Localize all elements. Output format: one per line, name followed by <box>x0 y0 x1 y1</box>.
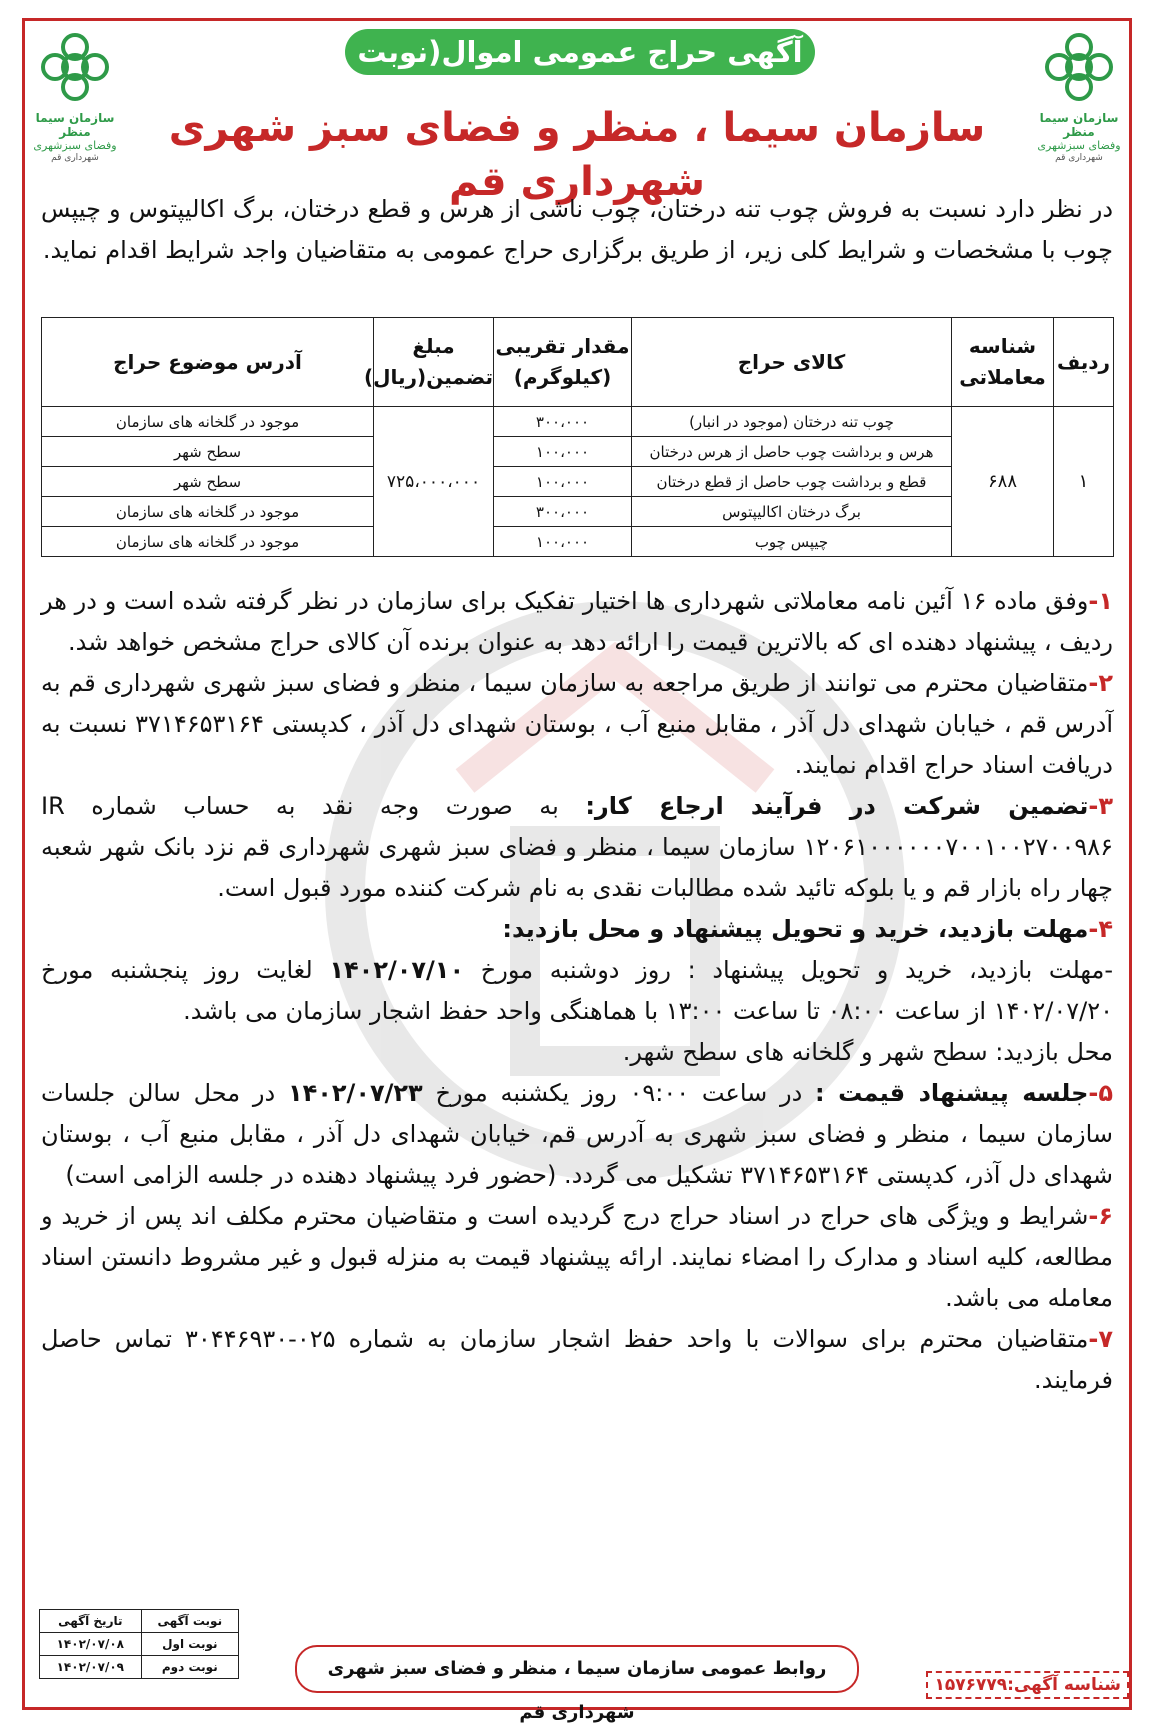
auction-items-table <box>41 317 1114 557</box>
flower-logo-icon <box>35 27 115 107</box>
table-row <box>40 1633 239 1656</box>
header-row-number: ردیف <box>1054 318 1114 407</box>
public-relations-footer: روابط عمومی سازمان سیما ، منظر و فضای سبز شهری شهرداری قم <box>295 1645 859 1693</box>
clause-7 <box>41 1319 1113 1401</box>
notice-frame <box>22 18 1132 1723</box>
clause-text: به صورت وجه نقد به حساب شماره IR ۱۲۰۶۱۰۰۰۰۰۰۷۰۰۱۰۰۲۷۰۰۹۸۶ سازمان سیما ، منظر و فضای سبز شهری شهرداری قم نزد بانک شهر شعبه چهار راه بازار قم و یا بلوکه تائید شده مطالبات نقدی به نام شرکت کننده مورد قبول است. <box>41 792 1113 902</box>
logo-text-2: وفضای سبزشهری <box>33 139 117 152</box>
header-date: تاریخ آگهی <box>40 1610 142 1633</box>
clause-4 <box>41 909 1113 950</box>
clause-number: ۵- <box>1088 1079 1113 1107</box>
header-address: آدرس موضوع حراج <box>42 318 374 407</box>
clause-5 <box>41 1073 1113 1196</box>
item-cell: هرس و برداشت چوب حاصل از هرس درختان <box>632 437 952 467</box>
item-cell: چوب تنه درختان (موجود در انبار) <box>632 407 952 437</box>
round-cell: نوبت اول <box>141 1633 238 1656</box>
quantity-cell: ۳۰۰،۰۰۰ <box>494 407 632 437</box>
logo-text-1: سازمان سیما منظر <box>1039 111 1119 139</box>
item-cell: قطع و برداشت چوب حاصل از قطع درختان <box>632 467 952 497</box>
address-cell: موجود در گلخانه های سازمان <box>42 497 374 527</box>
logo-text-1: سازمان سیما منظر <box>35 111 115 139</box>
clause-text: در ساعت ۰۹:۰۰ روز یکشنبه مورخ <box>435 1079 803 1107</box>
transaction-id-cell: ۶۸۸ <box>952 407 1054 557</box>
header-quantity: مقدار تقریبی (کیلوگرم) <box>494 318 632 407</box>
logo-text-3: شهرداری قم <box>51 153 99 163</box>
logo-text-3: شهرداری قم <box>1055 153 1103 163</box>
clause-2 <box>41 663 1113 786</box>
ad-identifier <box>926 1671 1129 1699</box>
clause-text: در محل سالن جلسات سازمان سیما ، منظر و فضای سبز شهری به آدرس قم، خیابان شهدای دل آذر ، مقابل منبع آب ، بوستان شهدای دل آذر، کدپستی ۳۷۱۴۶۵۳۱۶۴ تشکیل می گردد. (حضور فرد پیشنهاد دهنده در جلسه الزامی است) <box>41 1079 1113 1189</box>
table-row <box>42 407 1114 437</box>
header-transaction-id: شناسه معاملاتی <box>952 318 1054 407</box>
guarantee-cell: ۷۲۵،۰۰۰،۰۰۰ <box>374 407 494 557</box>
row-number-cell: ۱ <box>1054 407 1114 557</box>
deadline-date: ۱۴۰۲/۰۷/۱۰ <box>329 956 465 984</box>
item-cell: برگ درختان اکالیپتوس <box>632 497 952 527</box>
table-row <box>40 1610 239 1633</box>
clauses-body <box>41 581 1113 1401</box>
clause-number: ۴- <box>1088 915 1113 943</box>
clause-number: ۶- <box>1088 1202 1113 1230</box>
table-row <box>40 1656 239 1679</box>
intro-paragraph: در نظر دارد نسبت به فروش چوب تنه درختان، چوب ناشی از هرس و قطع درختان، برگ اکالیپتوس و چیپس چوب با مشخصات و شرایط کلی زیر، از طریق برگزاری حراج عمومی به متقاضیان واجد شرایط اقدام نماید. <box>41 195 1113 264</box>
quantity-cell: ۳۰۰،۰۰۰ <box>494 497 632 527</box>
address-cell: موجود در گلخانه های سازمان <box>42 407 374 437</box>
address-cell: سطح شهر <box>42 437 374 467</box>
clause-6 <box>41 1196 1113 1319</box>
clause-heading: تضمین شرکت در فرآیند ارجاع کار: <box>585 792 1089 820</box>
notice-banner: آگهی حراج عمومی اموال(نوبت اول) <box>345 29 815 75</box>
clause-4-place: محل بازدید: سطح شهر و گلخانه های سطح شهر. <box>622 1038 1113 1066</box>
publication-dates-table <box>39 1609 239 1679</box>
org-title: سازمان سیما ، منظر و فضای سبز شهری شهرداری قم <box>168 105 986 205</box>
quantity-cell: ۱۰۰،۰۰۰ <box>494 467 632 497</box>
ad-id-value: ۱۵۷۶۷۷۹ <box>934 1675 1008 1695</box>
clause-number: ۲- <box>1088 669 1113 697</box>
date-cell: ۱۴۰۲/۰۷/۰۹ <box>40 1656 142 1679</box>
clause-1 <box>41 581 1113 663</box>
item-cell: چیپس چوب <box>632 527 952 557</box>
address-cell: موجود در گلخانه های سازمان <box>42 527 374 557</box>
clause-text: لغایت روز پنجشنبه مورخ ۱۴۰۲/۰۷/۲۰ از ساعت ۰۸:۰۰ تا ساعت ۱۳:۰۰ با هماهنگی واحد حفظ اشجار سازمان می باشد. <box>41 956 1113 1025</box>
round-cell: نوبت دوم <box>141 1656 238 1679</box>
logo-text-2: وفضای سبزشهری <box>1037 139 1121 152</box>
flower-logo-icon <box>1039 27 1119 107</box>
header-guarantee: مبلغ تضمین(ریال) <box>374 318 494 407</box>
clause-text: متقاضیان محترم می توانند از طریق مراجعه به سازمان سیما ، منظر و فضای سبز شهری شهرداری قم به آدرس قم ، خیابان شهدای دل آذر ، مقابل منبع آب ، بوستان شهدای دل آذر ، کدپستی ۳۷۱۴۶۵۳۱۶۴ نسبت به دریافت اسناد حراج اقدام نمایند. <box>41 669 1113 779</box>
ad-id-label: شناسه آگهی: <box>1007 1675 1121 1695</box>
clause-number: ۳- <box>1088 792 1114 820</box>
clause-text: وفق ماده ۱۶ آئین نامه معاملاتی شهرداری ها اختیار تفکیک برای سازمان در نظر گرفته شده است و در هر ردیف ، پیشنهاد دهنده ای که بالاترین قیمت را ارائه دهد به عنوان برنده آن کالای حراج مشخص خواهد شد. <box>41 587 1113 656</box>
clause-heading: مهلت بازدید، خرید و تحویل پیشنهاد و محل بازدید: <box>502 915 1089 943</box>
clause-text: -مهلت بازدید، خرید و تحویل پیشنهاد : روز دوشنبه مورخ <box>480 956 1113 984</box>
clause-text: متقاضیان محترم برای سوالات با واحد حفظ اشجار سازمان به شماره ۰۲۵-۳۰۴۴۶۹۳۰ تماس حاصل فرمایند. <box>41 1325 1113 1394</box>
clause-heading: جلسه پیشنهاد قیمت : <box>815 1079 1089 1107</box>
table-header-row <box>42 318 1114 407</box>
session-date: ۱۴۰۲/۰۷/۲۳ <box>287 1079 423 1107</box>
header-item: کالای حراج <box>632 318 952 407</box>
quantity-cell: ۱۰۰،۰۰۰ <box>494 437 632 467</box>
address-cell: سطح شهر <box>42 467 374 497</box>
org-logo-right <box>1037 27 1121 163</box>
date-cell: ۱۴۰۲/۰۷/۰۸ <box>40 1633 142 1656</box>
clause-number: ۷- <box>1088 1325 1114 1353</box>
org-logo-left <box>33 27 117 163</box>
header-round: نوبت آگهی <box>141 1610 238 1633</box>
clause-number: ۱- <box>1088 587 1113 615</box>
quantity-cell: ۱۰۰،۰۰۰ <box>494 527 632 557</box>
clause-3 <box>41 786 1113 909</box>
clause-text: شرایط و ویژگی های حراج در اسناد حراج درج گردیده است و متقاضیان محترم مکلف اند پس از خرید و مطالعه، کلیه اسناد و مدارک را امضاء نمایند. ارائه پیشنهاد قیمت به منزله قبول و غیر مشروط دانستن اسناد معامله می باشد. <box>41 1202 1113 1312</box>
clause-4-deadline <box>41 950 1113 1032</box>
